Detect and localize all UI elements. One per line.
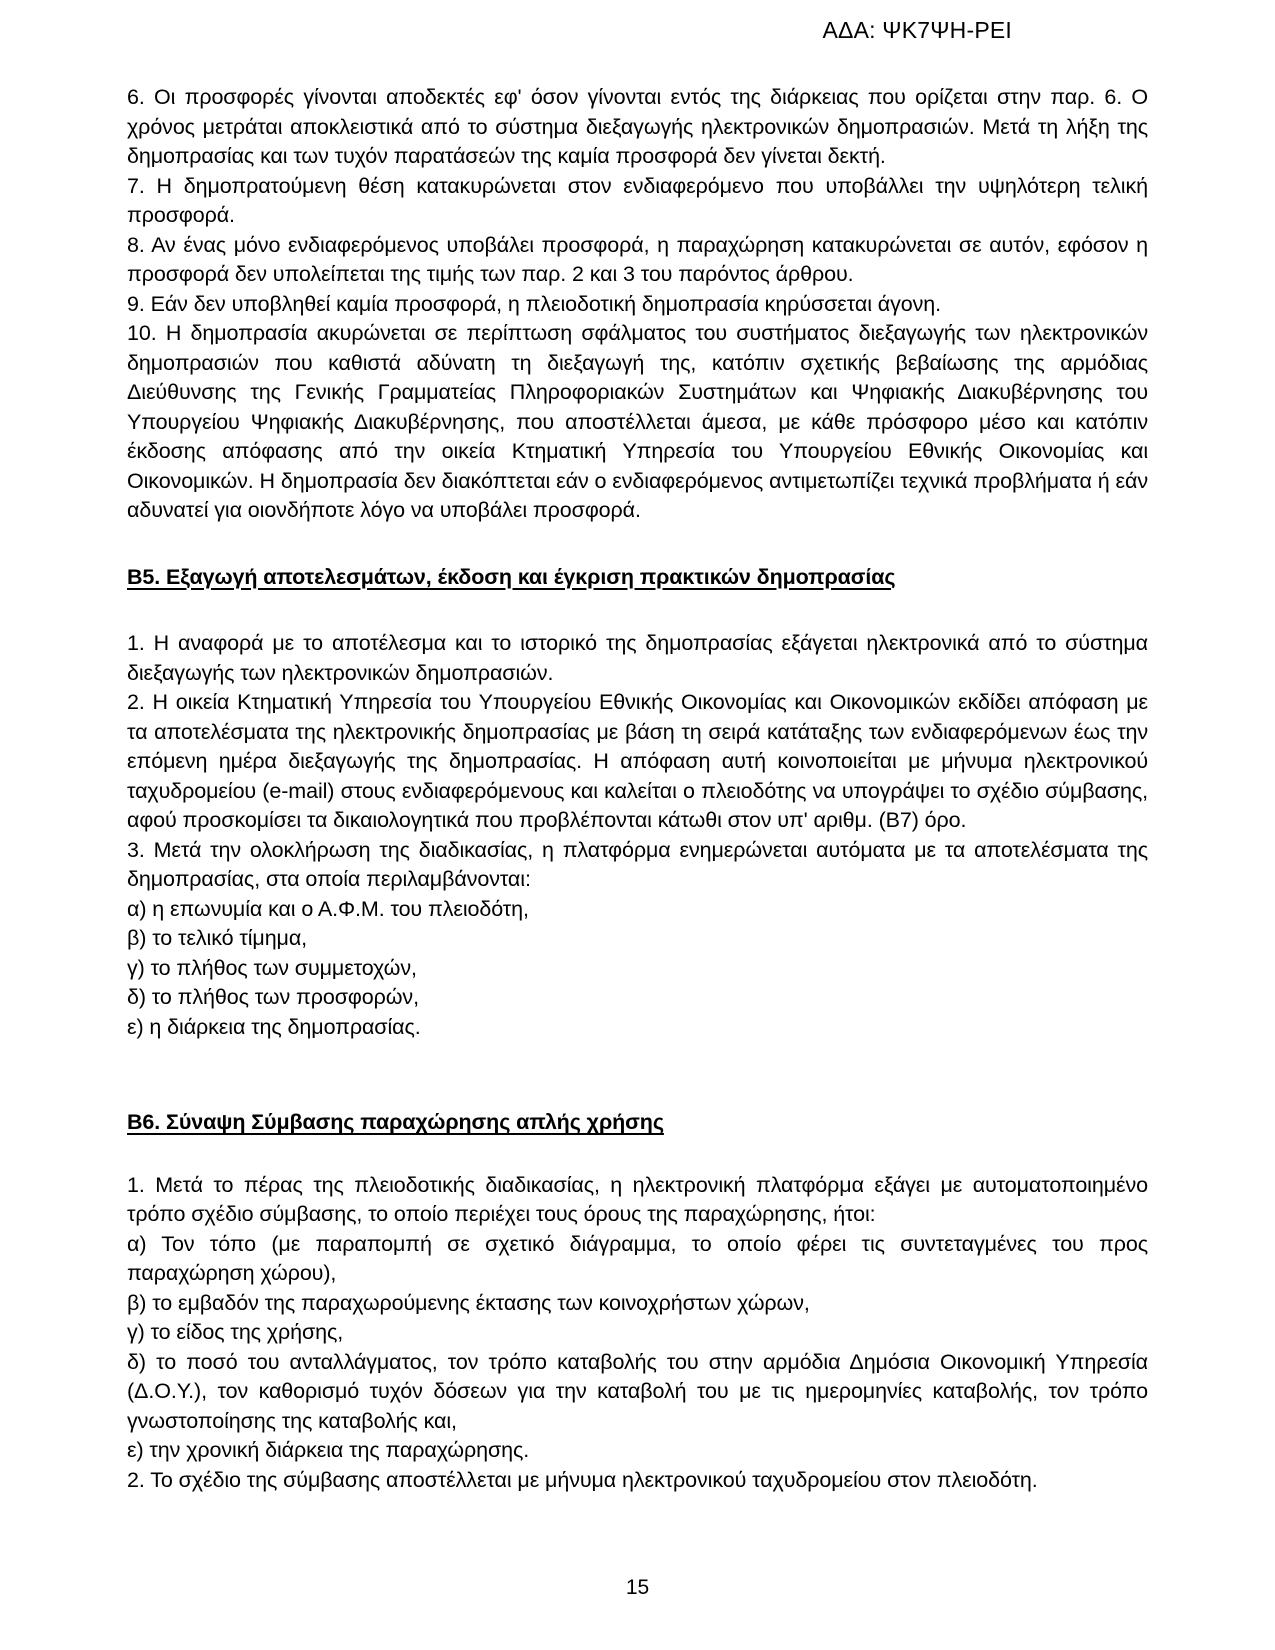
b6-list-item-alpha: α) Τον τόπο (με παραπομπή σε σχετικό διάγραμμα, το οποίο φέρει τις συντεταγμένες του προς παραχώρηση χώρου), <box>127 1231 1148 1285</box>
b5-list-item-gamma: γ) το πλήθος των συμμετοχών, <box>127 955 417 980</box>
b6-list-item-epsilon: ε) την χρονική διάρκεια της παραχώρησης. <box>127 1438 530 1462</box>
paragraph-6: 6. Οι προσφορές γίνονται αποδεκτές εφ' όσον γίνονται εντός της διάρκειας που ορίζεται στην παρ. 6. Ο χρόνος μετράται αποκλειστικά από το σύστημα διεξαγωγής ηλεκτρονικών δημοπρασιών. Μετά τη λήξη της δημοπρασίας και των τυχόν παρατάσεών της καμία προσφορά δεν γίνεται δεκτή. <box>127 85 1148 168</box>
paragraph-10: 10. Η δημοπρασία ακυρώνεται σε περίπτωση σφάλματος του συστήματος διεξαγωγής των ηλεκτρονικών δημοπρασιών που καθιστά αδύνατη τη διεξαγωγή της, κατόπιν σχετικής βεβαίωσης της αρμόδιας Διεύθυνσης της Γενικής Γραμματείας Πληροφοριακών Συστημάτων και Ψηφιακής Διακυβέρνησης του Υπουργείου Ψηφιακής Διακυβέρνησης, που αποστέλλεται άμεσα, με κάθε πρόσφορο μέσο και κατόπιν έκδοσης απόφασης από την οικεία Κτηματική Υπηρεσία του Υπουργείου Εθνικής Οικονομίας και Οικονομικών. Η δημοπρασία δεν διακόπτεται εάν ο ενδιαφερόμενος αντιμετωπίζει τεχνικά προβλήματα ή εάν αδυνατεί για οιονδήποτε λόγο να υποβάλει προσφορά. <box>127 321 1148 522</box>
section-heading-b5: Β5. Εξαγωγή αποτελεσμάτων, έκδοση και έγκριση πρακτικών δημοπρασίας <box>127 564 896 589</box>
section-heading-b6: Β6. Σύναψη Σύμβασης παραχώρησης απλής χρήσης <box>127 1110 664 1134</box>
paragraph-8: 8. Αν ένας μόνο ενδιαφερόμενος υποβάλει προσφορά, η παραχώρηση κατακυρώνεται σε αυτόν, εφόσον η προσφορά δεν υπολείπεται της τιμής των παρ. 2 και 3 του παρόντος άρθρου. <box>127 232 1148 286</box>
b6-list-item-delta: δ) το ποσό του ανταλλάγματος, τον τρόπο καταβολής του στην αρμόδια Δημόσια Οικονομική Υπηρεσία (Δ.Ο.Υ.), τον καθορισμό τυχόν δόσεων για την καταβολή του με τις ημερομηνίες καταβολής, τον τρόπο γνωστοποίησης της καταβολής και, <box>127 1349 1148 1433</box>
document-body <box>127 83 1148 1495</box>
b5-paragraph-2: 2. Η οικεία Κτηματική Υπηρεσία του Υπουργείου Εθνικής Οικονομίας και Οικονομικών εκδίδει απόφαση με τα αποτελέσματα της ηλεκτρονικής δημοπρασίας με βάση τη σειρά κατάταξης των ενδιαφερόμενων έως την επόμενη ημέρα διεξαγωγής της δημοπρασίας. Η απόφαση αυτή κοινοποιείται με μήνυμα ηλεκτρονικού ταχυδρομείου (e-mail) στους ενδιαφερόμενους και καλείται ο πλειοδότης να υπογράψει το σχέδιο σύμβασης, αφού προσκομίσει τα δικαιολογητικά που προβλέπονται κάτωθι στον υπ' αριθμ. (Β7) όρο. <box>127 690 1148 832</box>
b5-list-item-epsilon: ε) η διάρκεια της δημοπρασίας. <box>127 1014 421 1039</box>
b5-list-item-alpha: α) η επωνυμία και ο Α.Φ.Μ. του πλειοδότη, <box>127 896 529 921</box>
ada-reference: ΑΔΑ: ΨΚ7ΨΗ-ΡΕΙ <box>822 17 1012 43</box>
paragraph-9: 9. Εάν δεν υποβληθεί καμία προσφορά, η πλειοδοτική δημοπρασία κηρύσσεται άγονη. <box>127 291 941 316</box>
b6-list-item-gamma: γ) το είδος της χρήσης, <box>127 1320 344 1344</box>
b6-paragraph-1: 1. Μετά το πέρας της πλειοδοτικής διαδικασίας, η ηλεκτρονική πλατφόρμα εξάγει με αυτοματοποιημένο τρόπο σχέδιο σύμβασης, το οποίο περιέχει τους όρους της παραχώρησης, ήτοι: <box>127 1172 1148 1226</box>
b6-list-item-beta: β) το εμβαδόν της παραχωρούμενης έκτασης των κοινοχρήστων χώρων, <box>127 1290 810 1315</box>
paragraph-7: 7. Η δημοπρατούμενη θέση κατακυρώνεται στον ενδιαφερόμενο που υποβάλλει την υψηλότερη τελική προσφορά. <box>127 173 1148 227</box>
b5-paragraph-1: 1. Η αναφορά με το αποτέλεσμα και το ιστορικό της δημοπρασίας εξάγεται ηλεκτρονικά από το σύστημα διεξαγωγής των ηλεκτρονικών δημοπρασιών. <box>127 631 1148 685</box>
b6-paragraph-2: 2. Το σχέδιο της σύμβασης αποστέλλεται με μήνυμα ηλεκτρονικού ταχυδρομείου στον πλειοδότη. <box>127 1467 1038 1492</box>
b5-list-item-beta: β) το τελικό τίμημα, <box>127 926 308 950</box>
page-number: 15 <box>625 1576 650 1599</box>
b5-paragraph-3: 3. Μετά την ολοκλήρωση της διαδικασίας, η πλατφόρμα ενημερώνεται αυτόματα με τα αποτελέσματα της δημοπρασίας, στα οποία περιλαμβάνονται: <box>127 837 1148 891</box>
b5-list-item-delta: δ) το πλήθος των προσφορών, <box>127 985 419 1009</box>
